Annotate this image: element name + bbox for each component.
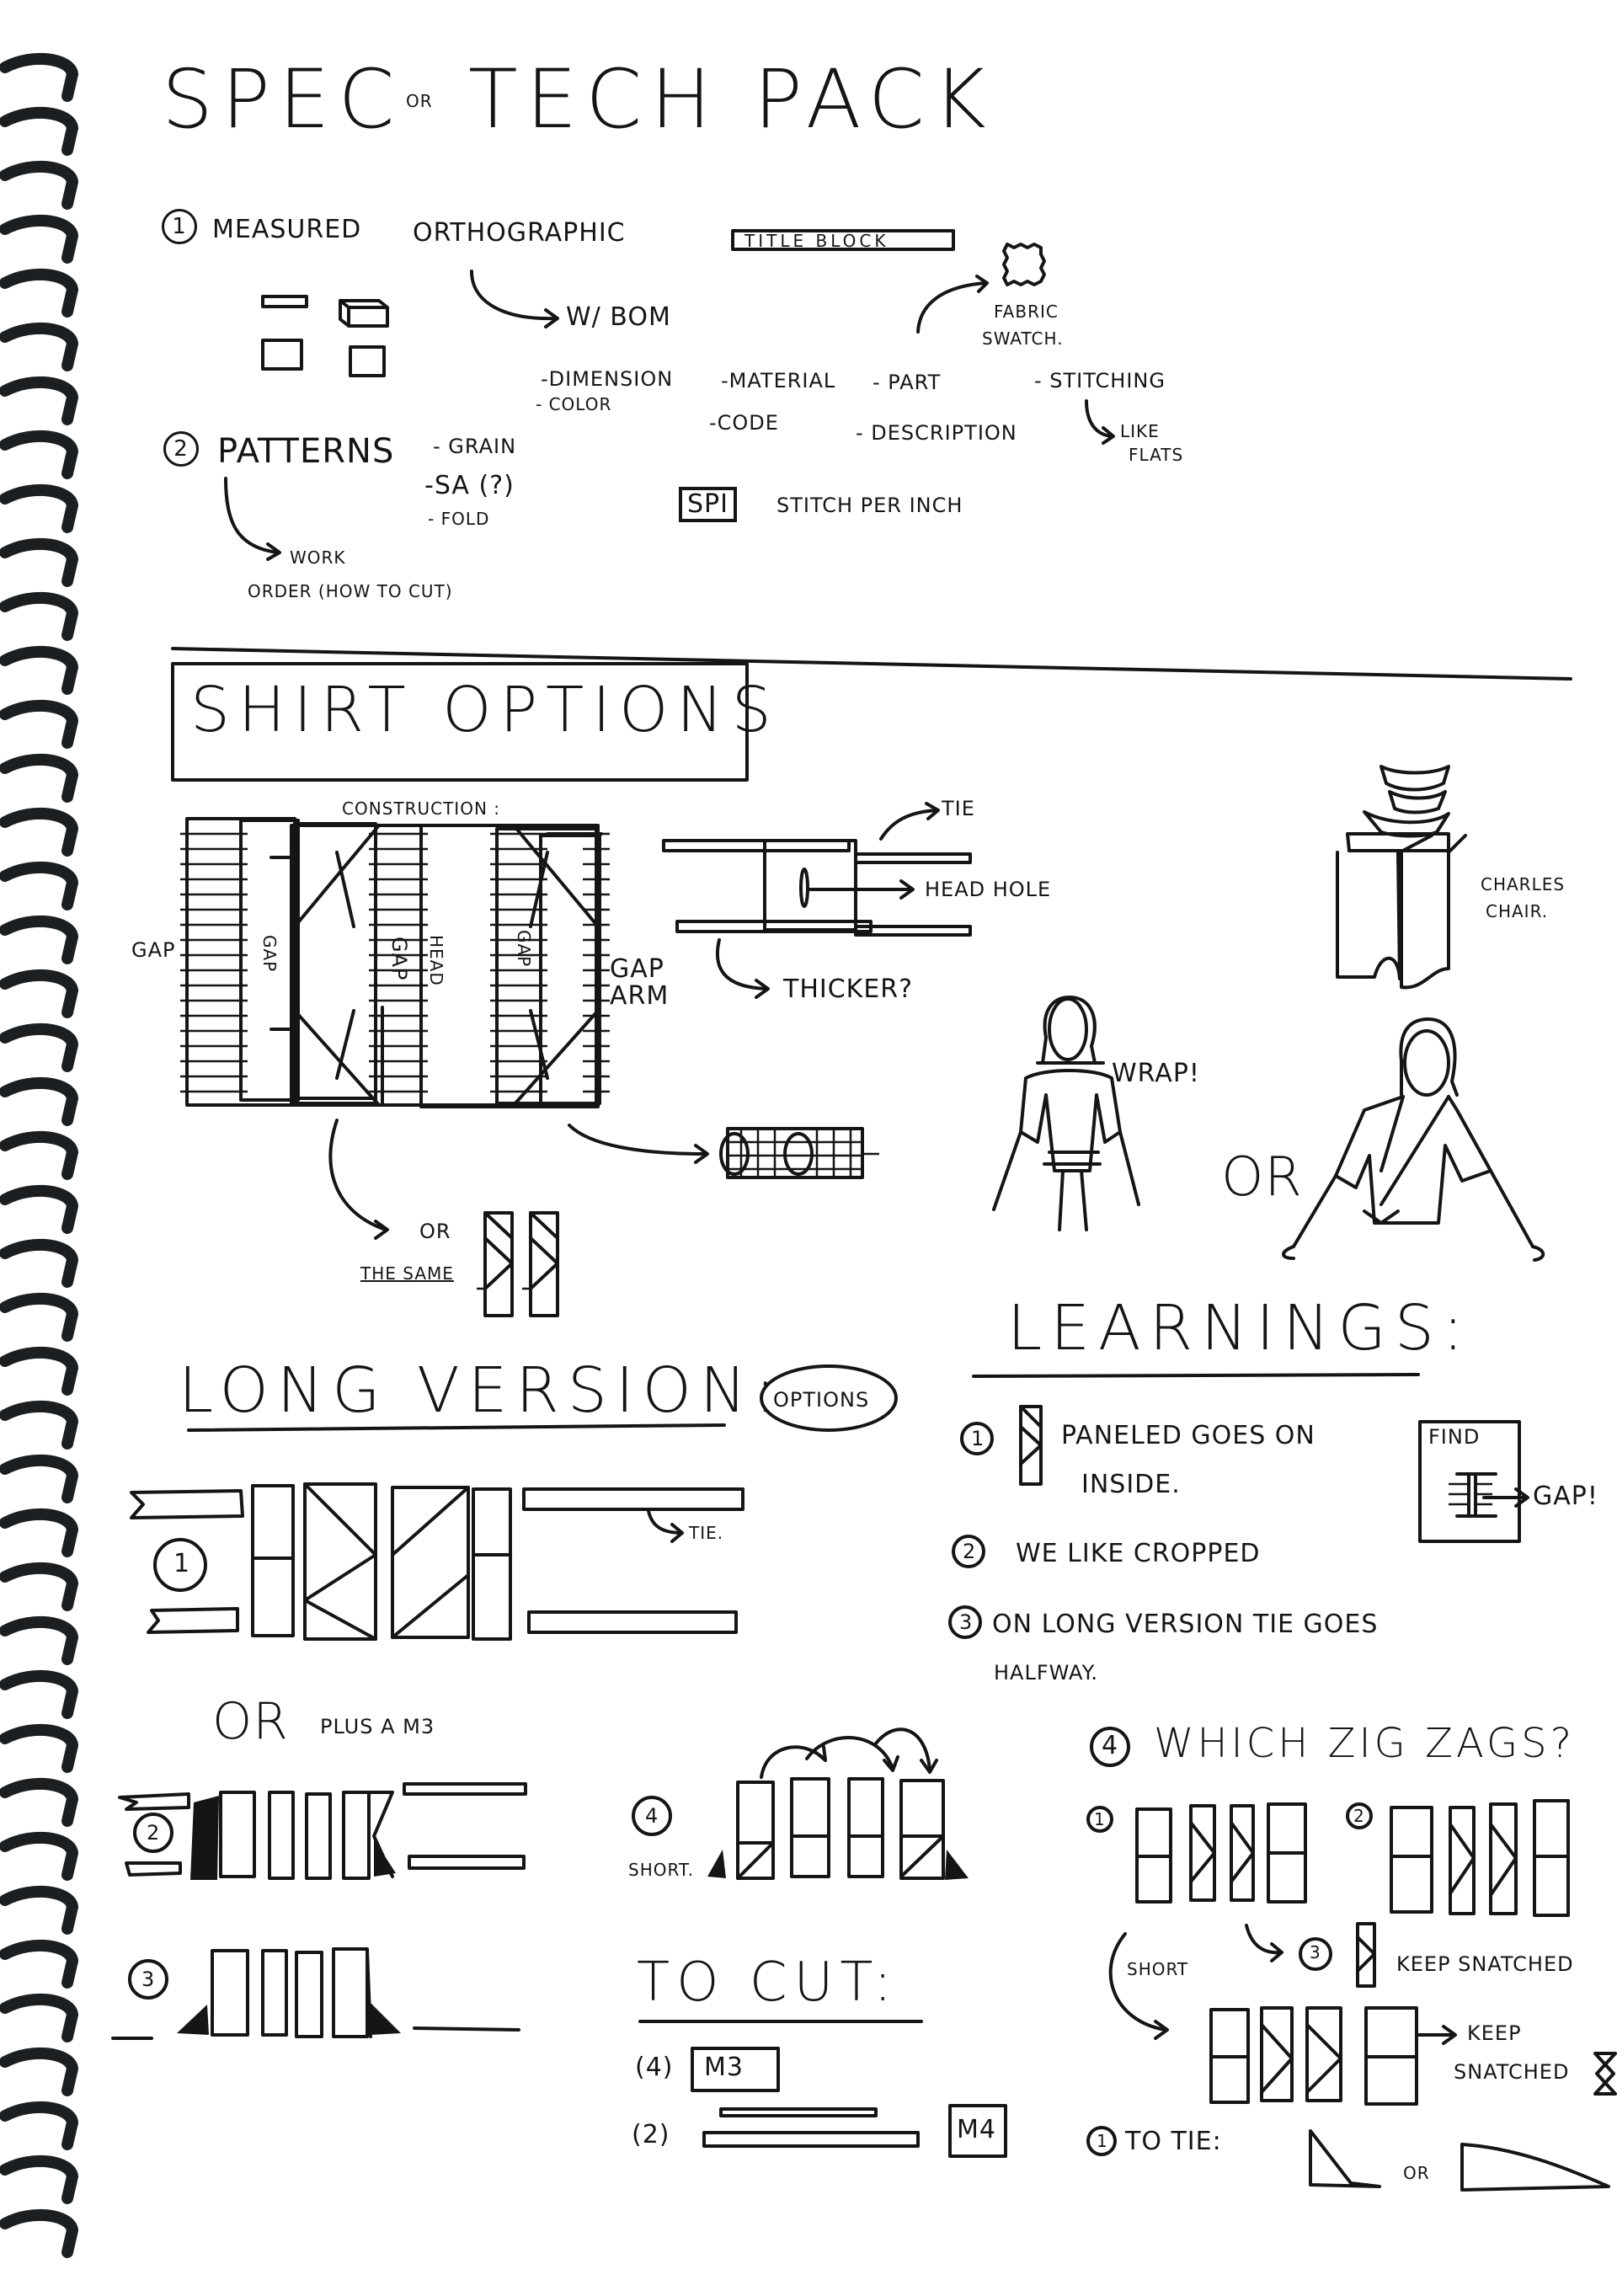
charles-label-1: CHARLES	[1481, 874, 1566, 894]
figure-tie-sketch	[1283, 1019, 1543, 1260]
long-option-2-num: 2	[147, 1821, 161, 1845]
long-tie-label: TIE.	[689, 1523, 724, 1543]
head-hole-label: HEAD HOLE	[925, 878, 1052, 901]
patterns-sa: -SA (?)	[424, 471, 515, 500]
tie-taper-icon	[1462, 2144, 1609, 2190]
the-same-label: THE SAME	[360, 1263, 454, 1284]
orthographic-label: ORTHOGRAPHIC	[413, 218, 626, 248]
bom-dimension: -DIMENSION	[541, 367, 674, 391]
patterns-grain: - GRAIN	[433, 435, 517, 458]
orthographic-views-sketch	[263, 296, 387, 376]
bom-material: -MATERIAL	[721, 369, 836, 392]
zigzag-option-2	[1348, 1801, 1568, 1915]
zigzag-title: WHICH ZIG ZAGS?	[1154, 1720, 1576, 1767]
patterns-fold: - FOLD	[428, 509, 490, 529]
spi-text: STITCH PER INCH	[776, 494, 963, 517]
tie-arrow-icon	[881, 804, 938, 839]
learning-3-text-b: HALFWAY.	[994, 1661, 1099, 1685]
or-big-label: OR	[1221, 1146, 1303, 1209]
patterns-number: 2	[163, 431, 199, 467]
title-block-label: TITLE BLOCK	[744, 231, 889, 251]
bom-flats: FLATS	[1129, 445, 1184, 465]
bom-description: - DESCRIPTION	[856, 421, 1017, 445]
plus-m3-label: PLUS A M3	[320, 1715, 435, 1738]
spi-box: SPI	[679, 487, 737, 522]
tie-triangle-icon	[1310, 2131, 1380, 2187]
fabric-label: FABRIC	[994, 302, 1059, 322]
gap-vertical-1: GAP	[259, 935, 280, 973]
detail-sketch	[721, 1129, 879, 1179]
patterns-work: WORK	[290, 547, 346, 568]
zigzag-opt-1-num: 1	[1094, 1809, 1106, 1829]
zigzag-num: 4	[1102, 1731, 1119, 1760]
patterns-order: ORDER (HOW TO CUT)	[248, 581, 453, 601]
learning-1-text-a: PANELED GOES ON	[1061, 1421, 1315, 1450]
long-or-label: OR	[212, 1692, 289, 1751]
swatch-label: SWATCH.	[982, 328, 1064, 349]
short-arrow-icon	[1111, 1934, 1167, 2038]
keep-arrow-icon	[1417, 2026, 1455, 2043]
gap-arm-label-1: GAP	[610, 954, 664, 984]
measured-label: MEASURED	[212, 215, 362, 244]
or-small-label: OR	[419, 1220, 451, 1243]
snatched-label: SNATCHED	[1454, 2060, 1570, 2084]
short-label: SHORT.	[628, 1860, 695, 1880]
option-3-arrow-icon	[1246, 1925, 1282, 1961]
learning-3-text-a: ON LONG VERSION TIE GOES	[992, 1610, 1379, 1639]
head-vertical: HEAD	[426, 935, 446, 986]
long-option-1-sketch	[131, 1484, 743, 1639]
bom-code: -CODE	[709, 411, 779, 435]
patterns-label: PATTERNS	[217, 432, 395, 471]
the-same-panels	[477, 1213, 558, 1316]
title-tech-pack: TECH PACK	[468, 52, 995, 147]
bom-stitching: - STITCHING	[1034, 369, 1166, 392]
long-tie-arrow-icon	[648, 1511, 682, 1541]
work-order-arrow-icon	[226, 478, 280, 559]
long-option-3-num: 3	[141, 1968, 156, 1991]
to-cut-m3: M3	[704, 2053, 744, 2082]
fabric-swatch-icon	[1004, 244, 1044, 285]
gap-vertical-2: GAP	[387, 937, 411, 981]
stitching-arrow-icon	[1086, 401, 1113, 443]
charles-label-2: CHAIR.	[1486, 901, 1549, 921]
find-label: FIND	[1428, 1425, 1481, 1449]
to-cut-qty-1: (4)	[635, 2053, 674, 2082]
learning-1-text-b: INSIDE.	[1081, 1470, 1181, 1499]
long-option-3-sketch	[113, 1949, 519, 2038]
bom-color: - COLOR	[536, 394, 612, 414]
wrap-label: WRAP!	[1112, 1059, 1200, 1088]
to-tie-label: TO TIE:	[1125, 2127, 1222, 2156]
construction-label: CONSTRUCTION :	[342, 798, 500, 819]
short-option-4-num: 4	[645, 1804, 659, 1828]
learning-3-num: 3	[959, 1610, 974, 1634]
to-tie-or-label: OR	[1403, 2163, 1430, 2183]
shirt-options-title: SHIRT OPTIONS	[190, 674, 780, 746]
zigzag-opt-3-num: 3	[1310, 1942, 1321, 1962]
title-spec: SPEC	[162, 52, 403, 147]
learning-2-num: 2	[963, 1540, 977, 1563]
to-cut-strip	[704, 2133, 918, 2146]
charles-chair-sketch	[1337, 766, 1465, 987]
long-option-1-num: 1	[173, 1549, 191, 1578]
zigzag-option-1	[1088, 1804, 1305, 1902]
hourglass-icon	[1595, 2053, 1615, 2094]
gap-arm-label-2: ARM	[610, 981, 670, 1011]
learnings-title: LEARNINGS:	[1007, 1292, 1472, 1364]
gap-exclaim-label: GAP!	[1533, 1482, 1598, 1511]
keep-label: KEEP	[1467, 2021, 1522, 2045]
bom-arrow-icon	[472, 271, 558, 327]
or-arrow-icon	[330, 1120, 387, 1238]
zigzag-short-set	[1211, 2008, 1417, 2104]
learning-1-num: 1	[971, 1427, 985, 1450]
long-option-2-sketch	[120, 1784, 526, 1880]
long-version-title: LONG VERSION:	[179, 1354, 785, 1427]
zigzag-short-label: SHORT	[1127, 1959, 1189, 1979]
learning-2-text: WE LIKE CROPPED	[1016, 1539, 1261, 1568]
tie-label: TIE	[942, 797, 975, 820]
to-cut-title: TO CUT:	[637, 1952, 899, 2014]
keep-snatched-1: KEEP SNATCHED	[1396, 1952, 1574, 1976]
title-or: OR	[406, 91, 433, 111]
measured-number: 1	[162, 209, 197, 244]
bom-part: - PART	[873, 371, 942, 394]
fabric-arrow-icon	[918, 276, 987, 332]
short-option-4-sketch	[633, 1729, 969, 1880]
options-label: OPTIONS	[773, 1388, 870, 1412]
learnings-underline	[974, 1375, 1418, 1376]
detail-arrow-icon	[569, 1125, 707, 1162]
gap-left-label: GAP	[131, 938, 176, 962]
thicker-label: THICKER?	[783, 974, 914, 1004]
figure-wrap-sketch	[994, 997, 1139, 1230]
bom-label: W/ BOM	[566, 302, 671, 332]
to-cut-m4: M4	[957, 2115, 996, 2144]
zigzag-opt-2-num: 2	[1353, 1806, 1365, 1826]
to-cut-qty-2: (2)	[632, 2120, 670, 2149]
gap-vertical-3: GAP	[514, 930, 534, 968]
bom-like: LIKE	[1120, 421, 1160, 441]
thicker-arrow-icon	[718, 940, 768, 997]
head-hole-arrow-icon	[810, 881, 913, 898]
to-cut-strip-thin	[721, 2109, 876, 2116]
to-tie-num: 1	[1097, 2131, 1108, 2151]
